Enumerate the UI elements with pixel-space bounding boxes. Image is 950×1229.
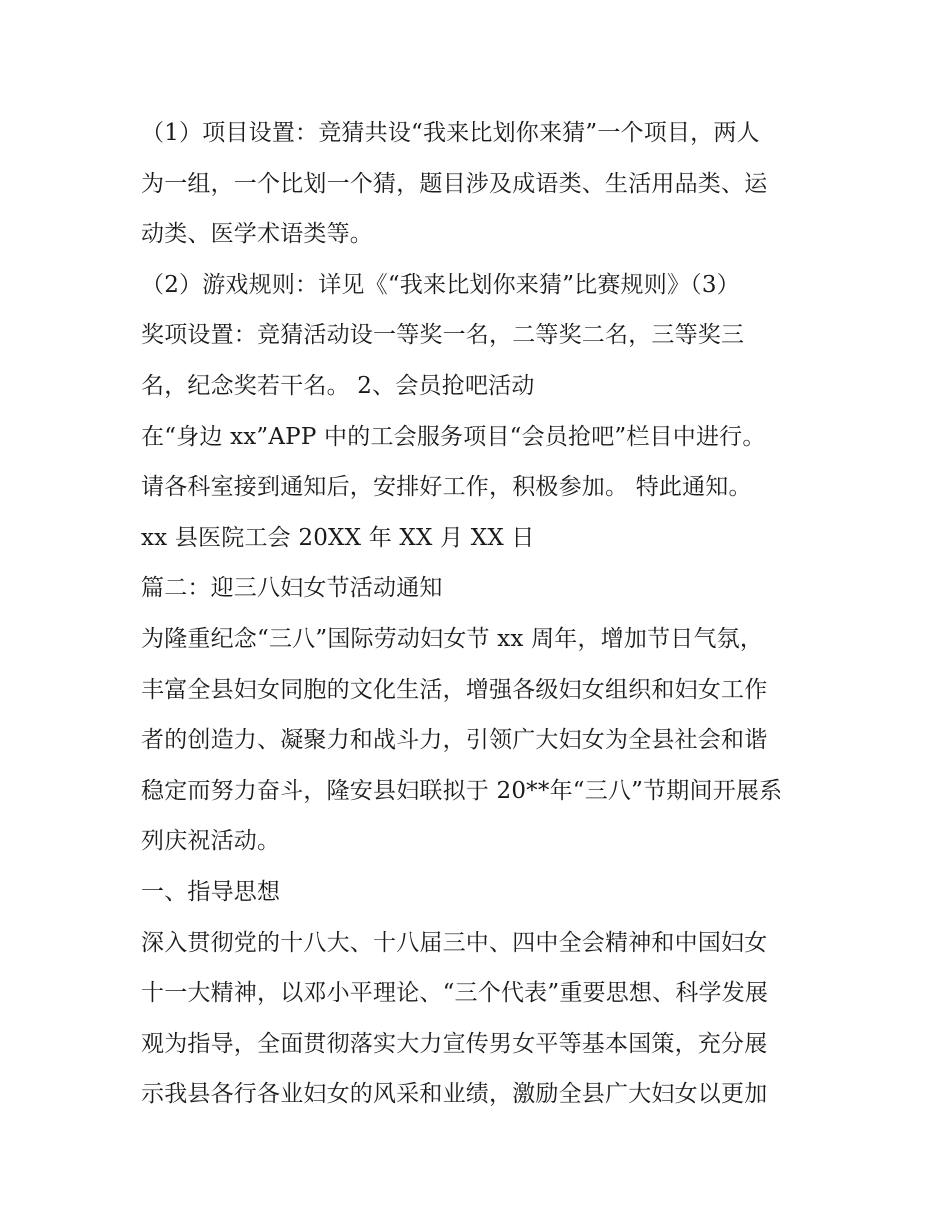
text-line: （2）游戏规则：详见《“我来比划你来猜”比赛规则》（3）: [141, 271, 740, 298]
text-line: 深入贯彻党的十八大、十八届三中、四中全会精神和中国妇女: [141, 929, 768, 956]
document-body: [141, 108, 816, 1120]
text-line: 观为指导，全面贯彻落实大力宣传男女平等基本国策，充分展: [141, 1030, 768, 1057]
section-heading: 篇二：迎三八妇女节活动通知: [141, 575, 443, 602]
text-line: 为隆重纪念“三八”国际劳动妇女节 xx 周年，增加节日气氛，: [141, 625, 764, 652]
text-line: 示我县各行各业妇女的风采和业绩，激励全县广大妇女以更加: [141, 1081, 768, 1108]
section-heading: 一、指导思想: [141, 878, 281, 905]
text-line: 在“身边 xx”APP 中的工会服务项目“会员抢吧”栏目中进行。: [141, 423, 766, 450]
text-line: 者的创造力、凝聚力和战斗力，引领广大妇女为全县社会和谐: [141, 727, 768, 754]
text-line: 动类、医学术语类等。: [141, 221, 373, 248]
text-line: 请各科室接到通知后，安排好工作，积极参加。 特此通知。: [141, 474, 752, 501]
text-line: 奖项设置：竞猜活动设一等奖一名，二等奖二名，三等奖三: [141, 322, 745, 349]
text-line: 十一大精神，以邓小平理论、“三个代表”重要思想、科学发展: [141, 980, 769, 1007]
text-line: 丰富全县妇女同胞的文化生活，增强各级妇女组织和妇女工作: [141, 676, 768, 703]
text-line: 列庆祝活动。: [141, 828, 281, 855]
text-line: （1）项目设置：竞猜共设“我来比划你来猜”一个项目，两人: [141, 120, 760, 146]
text-line: xx 县医院工会 20XX 年 XX 月 XX 日: [141, 524, 535, 551]
text-line: 稳定而努力奋斗，隆安县妇联拟于 20**年“三八”节期间开展系: [141, 777, 783, 804]
text-line: 为一组，一个比划一个猜，题目涉及成语类、生活用品类、运: [141, 170, 768, 197]
text-line: 名，纪念奖若干名。 2、会员抢吧活动: [141, 372, 535, 399]
